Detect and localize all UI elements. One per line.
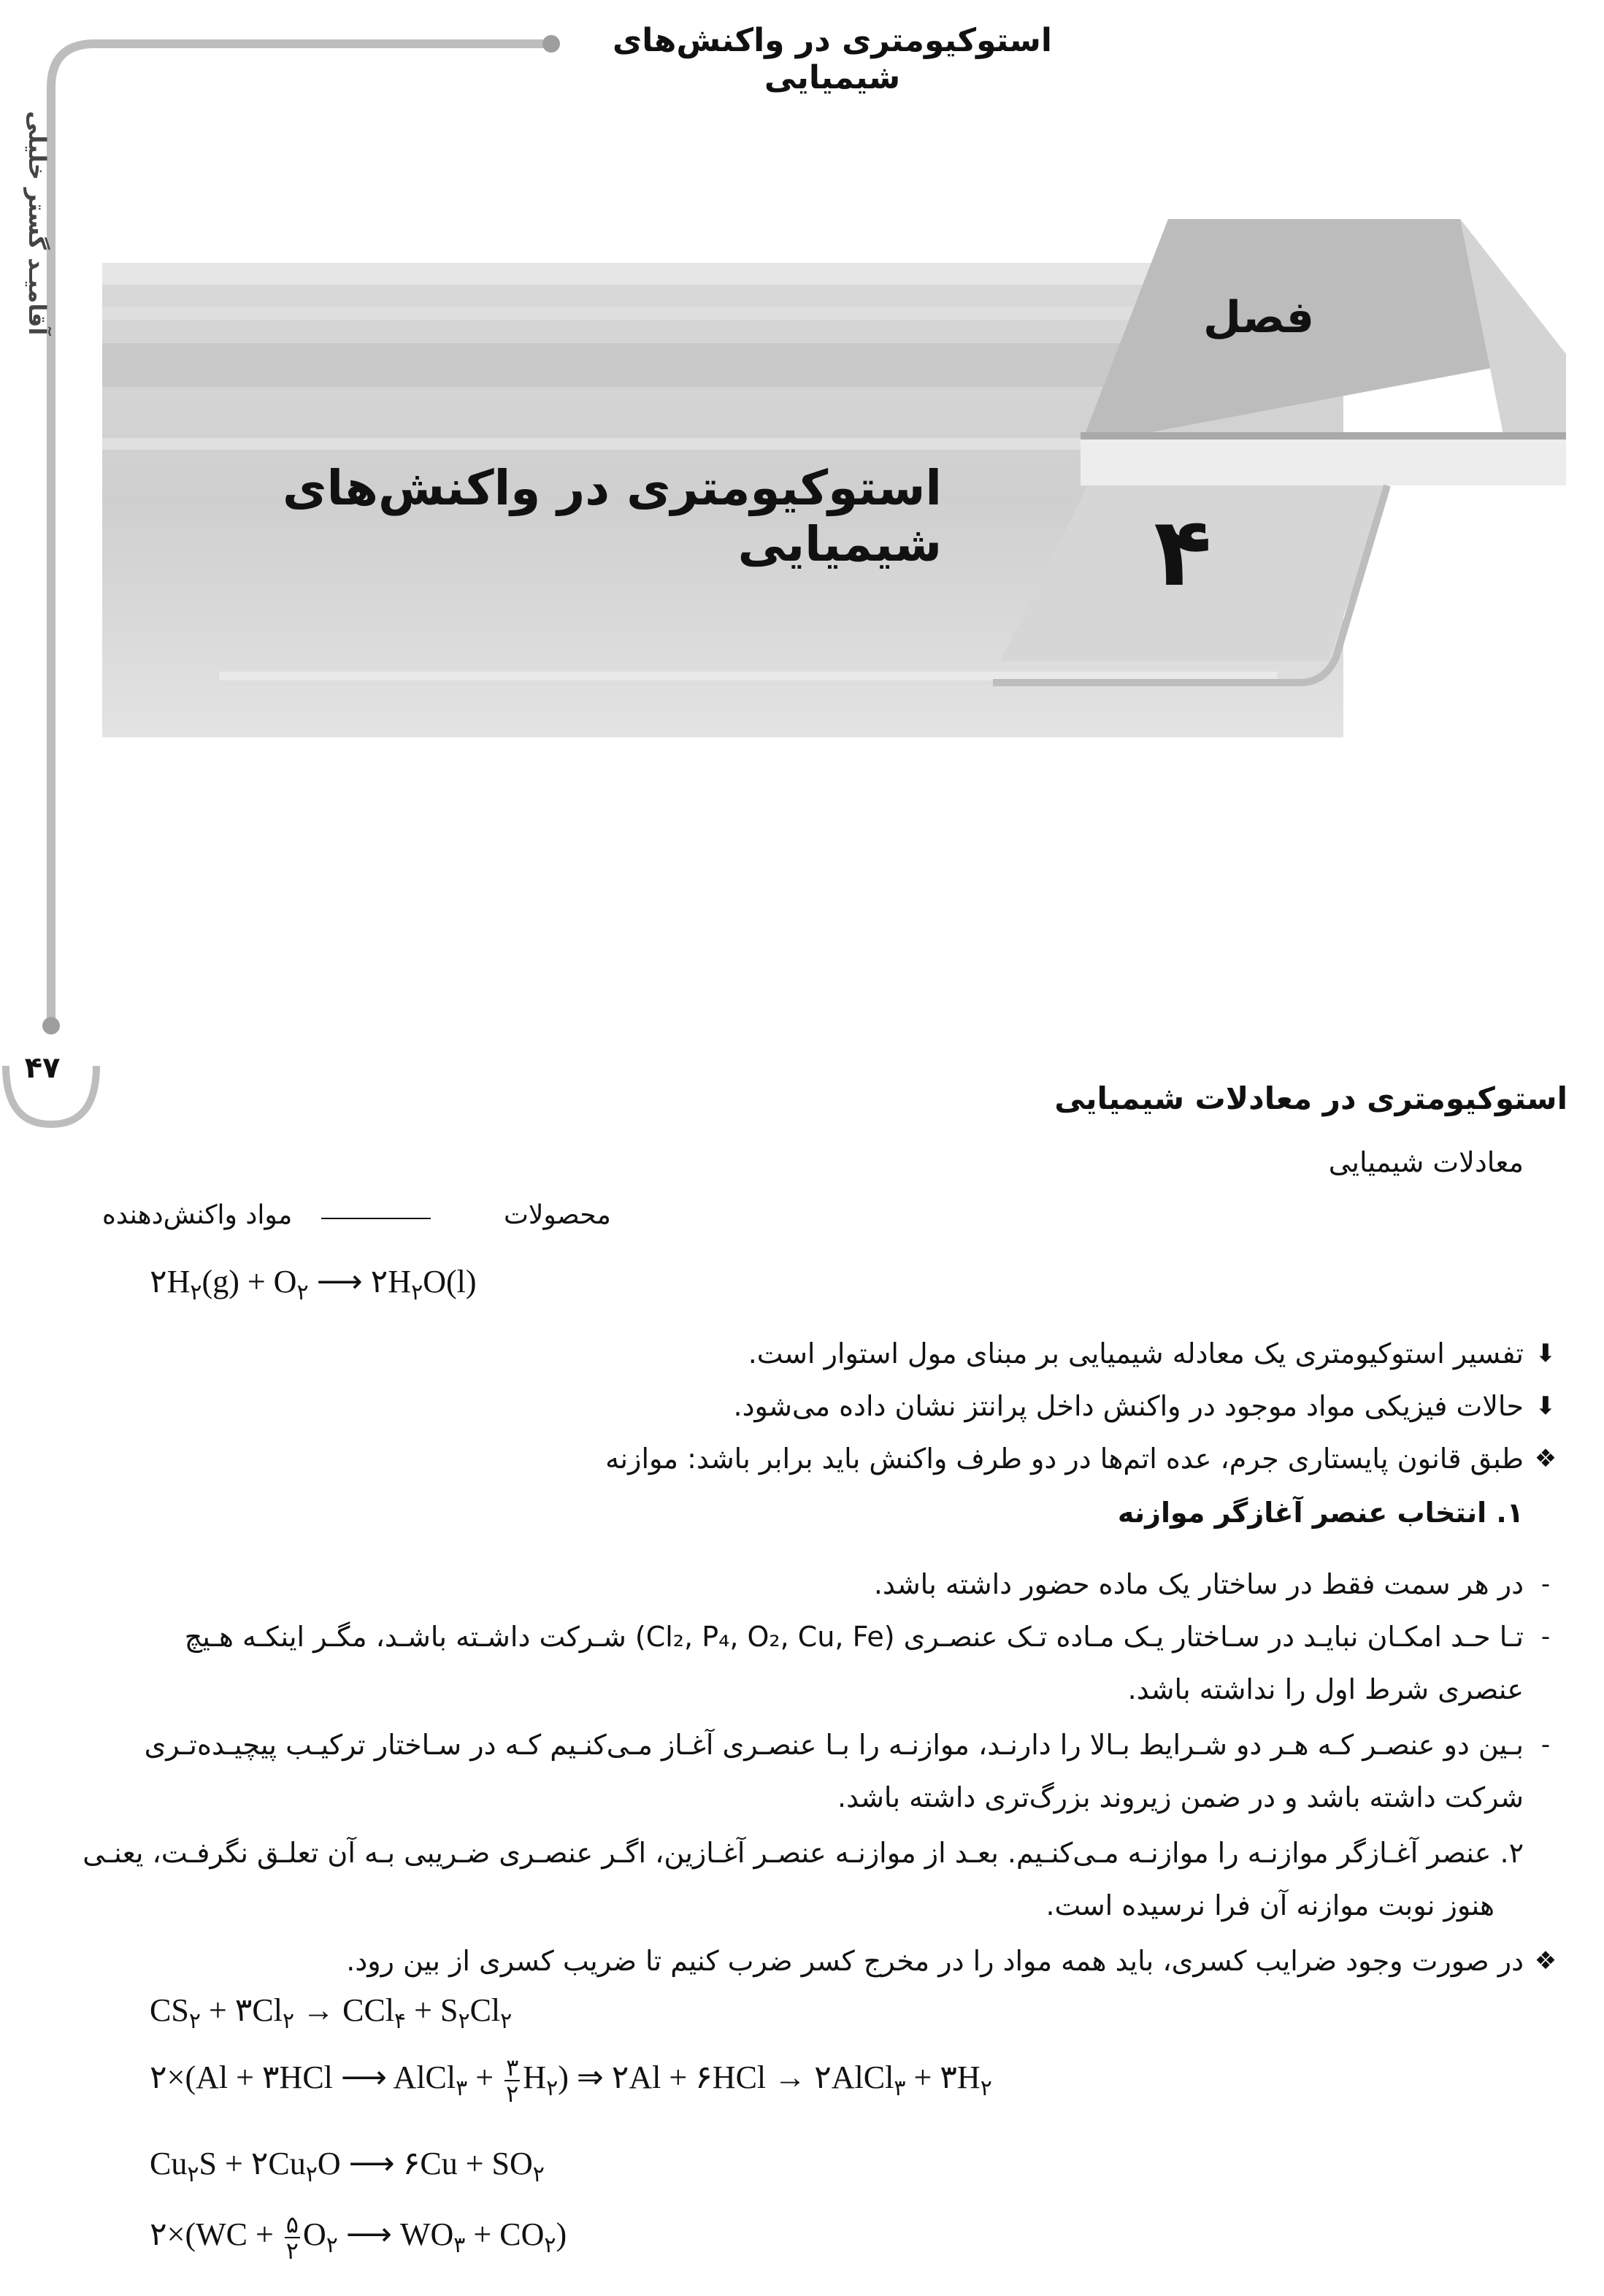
dash-marker: - <box>1540 1622 1551 1651</box>
reaction-scheme <box>102 1197 611 1241</box>
equation-water: $۲H_۲(g) + O_۲$ ⟶ $۲H_۲O(l)$ <box>150 1264 477 1305</box>
subsection-title: معادلات شیمیایی <box>1328 1146 1524 1178</box>
diamond-bullet-icon: ❖ <box>1534 1946 1557 1976</box>
bullet-item: ⬇ حالات فیزیکی مواد موجود در واکنش داخل پرانتز نشان داده می‌شود. <box>71 1380 1567 1432</box>
diamond-bullet-icon: ❖ <box>1534 1444 1557 1473</box>
scheme-arrow <box>321 1218 431 1219</box>
reaction-arrow: ⟶ <box>340 2059 387 2096</box>
fraction-note: ❖ در صورت وجود ضرایب کسری، باید همه مواد را در مخرج کسر ضرب کنیم تا ضریب کسری از بین رود. <box>71 1935 1567 1987</box>
equation-aluminium: ۲×(Al + ۳HCl ⟶ AlCl$_۳$ + $\frac{۳}{۲}$ $H_۲$) ⇒ ۲Al + ۶HCl → ۲AlCl$_۳$ + $۳H_۲$ <box>150 2054 992 2107</box>
reaction-arrow: ⟶ <box>345 2216 392 2253</box>
equation-cs2: $CS_۲$ + $۳Cl_۲ \to CCl_۴ + S_۲Cl_۲$ <box>150 1992 513 2033</box>
reaction-arrow: ⟶ <box>348 2146 395 2181</box>
running-header: استوکیومتری در واکنش‌های شیمیایی <box>612 22 1052 96</box>
bullet-arrow-icon: ⬇ <box>1535 1339 1557 1368</box>
reaction-arrow: ⟶ <box>316 1264 363 1299</box>
chapter-title: استوکیومتری در واکنش‌های شیمیایی <box>282 460 942 572</box>
dash-item: - تـا حـد امکـان نبایـد در سـاختار یـک مـاده تـک عنصـری (Cl₂, P₄, O₂, Cu, Fe) شـرکت داشـته باشـد، مگـر اینکـه هـیچ عنصری شرط اول را نداشته باشد. <box>71 1610 1567 1716</box>
side-author-label: آقامیـد گستر خلیلی <box>23 111 51 336</box>
bullet-item: ❖ طبق قانون پایستاری جرم، عده اتم‌ها در دو طرف واکنش باید برابر باشد: موازنه <box>71 1432 1567 1485</box>
scheme-reactants-label: مواد واکنش‌دهنده <box>102 1200 293 1230</box>
fraction-three-halves: $\frac{۳}{۲}$ <box>506 2054 519 2107</box>
chapter-label: فصل <box>1203 292 1314 343</box>
chapter-number: ۴ <box>1154 496 1212 607</box>
section-title: استوکیومتری در معادلات شیمیایی <box>1054 1080 1567 1116</box>
equation-copper: $Cu_۲S$ + $۲Cu_۲O$ ⟶ ۶Cu + $SO_۲$ <box>150 2146 545 2186</box>
bullet-item: ⬇ تفسیر استوکیومتری یک معادله شیمیایی بر مبنای مول استوار است. <box>71 1327 1567 1380</box>
step2-paragraph: ۲. عنصر آغـازگر موازنـه را موازنـه مـی‌کنـیم. بعـد از موازنـه عنصـر آغـازین، اگـر عنصـری ضـریبی بـه آن تعلـق نگرفـت، یعنـی هنوز نوبت موازنه آن فرا نرسیده است. <box>82 1837 1524 1921</box>
fraction-five-halves: $\frac{۵}{۲}$ <box>285 2211 299 2264</box>
dash-marker: - <box>1540 1570 1551 1599</box>
scheme-products-label: محصولات <box>504 1200 611 1230</box>
dash-marker: - <box>1540 1730 1551 1759</box>
dash-item: - بـین دو عنصـر کـه هـر دو شـرایط بـالا را دارنـد، موازنـه را بـا عنصـری آغـاز مـی‌کنـیم کـه در سـاختار ترکیـب پیچیـده‌تـری شرکت داشته باشد و در ضمن زیروند بزرگ‌تری داشته باشد. <box>71 1719 1567 1824</box>
equation-tungsten: ۲×(WC + $\frac{۵}{۲}$ $O_۲$ ⟶ $WO_۳ + CO_۲$) <box>150 2211 567 2264</box>
step1-title: ۱. انتخاب عنصر آغازگر موازنه <box>1117 1497 1524 1529</box>
dash-item: - در هر سمت فقط در ساختار یک ماده حضور داشته باشد. <box>71 1558 1567 1610</box>
bullet-arrow-icon: ⬇ <box>1535 1391 1557 1421</box>
chapter-banner <box>0 0 1604 759</box>
page-number: ۴۷ <box>24 1051 61 1085</box>
